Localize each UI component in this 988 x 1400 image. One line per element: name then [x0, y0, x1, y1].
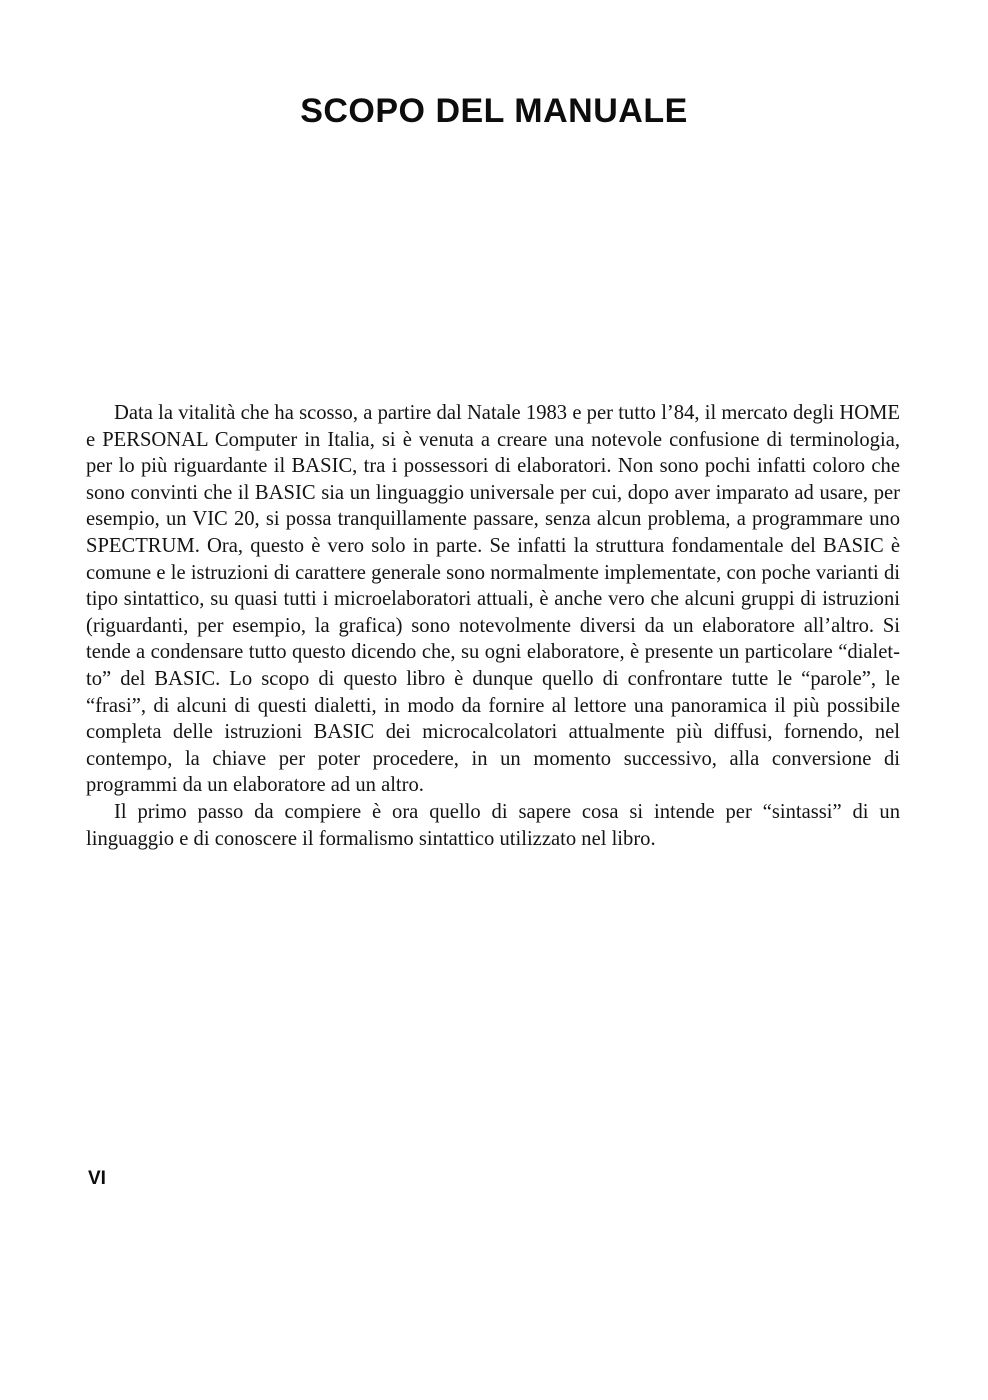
paragraph: Data la vitalità che ha scosso, a partire dal Natale 1983 e per tutto l’84, il mercato degli HOME e PERSONAL Computer in Italia, si è venuta a creare una notevole confusione di terminologia, per lo più riguardante il BASIC, tra i possessori di elaboratori. Non sono pochi infatti coloro che sono convinti che il BASIC sia un linguaggio universale per cui, dopo aver imparato ad usare, per esempio, un VIC 20, si possa tranquillamente passare, senza alcun problema, a programmare uno SPECTRUM. Ora, questo è vero solo in parte. Se infatti la struttura fondamentale del BASIC è comune e le istruzioni di carattere generale sono normalmente implementate, con poche varianti di tipo sintattico, su quasi tutti i microelaboratori attuali, è anche vero che alcuni gruppi di istruzioni (riguardanti, per esempio, la grafica) sono notevolmente diversi da un elaboratore all’altro. Si tende a condensare tutto questo dicendo che, su ogni elaboratore, è presente un particolare “dialetto” del BASIC. Lo scopo di questo libro è dunque quello di confrontare tutte le “parole”, le “frasi”, di alcuni di questi dialetti, in modo da fornire al lettore una panoramica il più possibile completa delle istruzioni BASIC dei microcalcolatori attualmente più diffusi, fornendo, nel contempo, la chiave per poter procedere, in un momento successivo, alla conversione di programmi da un elaboratore ad un altro. [86, 402, 900, 797]
paragraph: Il primo passo da compiere è ora quello di sapere cosa si intende per “sintassi” di un linguaggio e di conoscere il formalismo sintattico utilizzato nel libro. [86, 800, 900, 850]
page-title: SCOPO DEL MANUALE [300, 92, 688, 130]
page-number: VI [88, 1168, 106, 1189]
body-text [86, 400, 900, 852]
